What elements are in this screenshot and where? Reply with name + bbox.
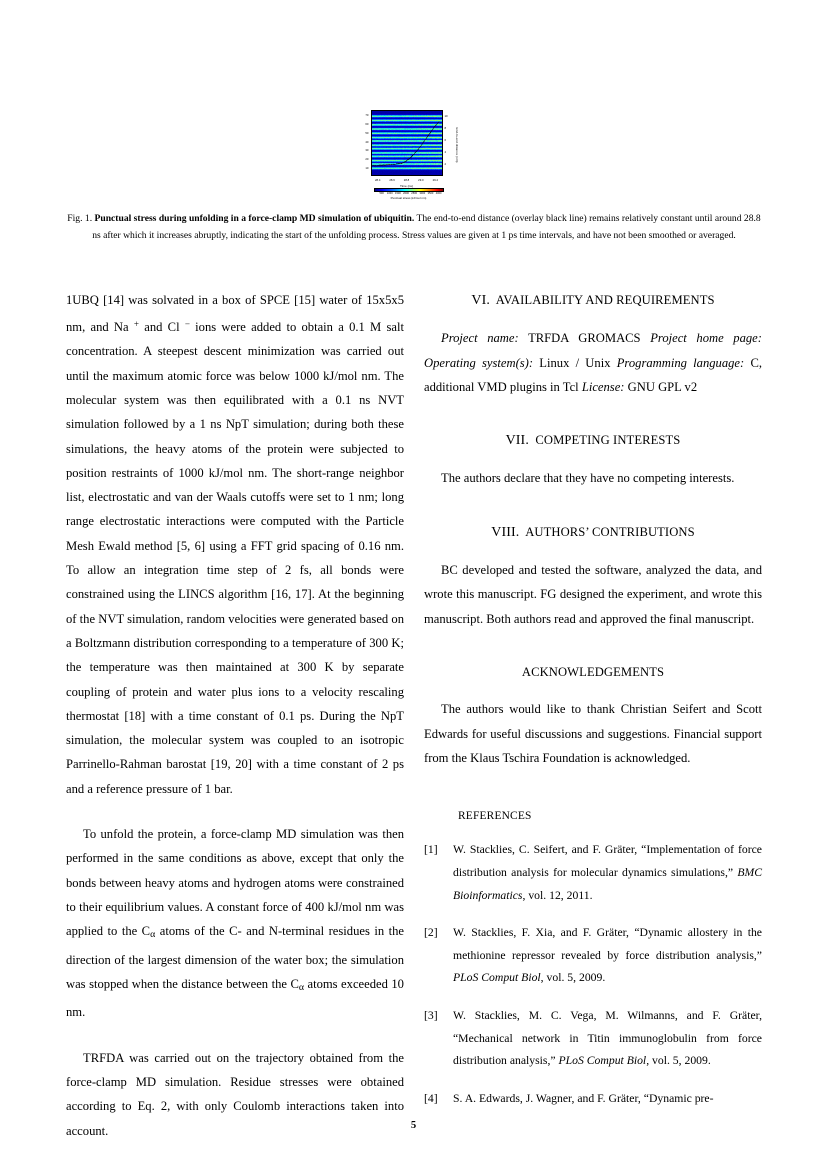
reference-item <box>424 922 762 990</box>
ref0-em-1: BMC Bioinformatics <box>453 866 762 902</box>
y-tick-label-left: 20 <box>365 157 369 162</box>
body-paragraph <box>66 822 404 1025</box>
caption-prefix: Fig. 1. <box>67 213 93 224</box>
reference-item <box>424 1088 762 1111</box>
left-p1-run-2: atoms of the C- and N-terminal residues in the direction of the largest dimension of the water box; the simulation was stopped when the distance between the C <box>66 924 404 991</box>
x-tick-label: 28.6 <box>389 178 395 182</box>
sec2-run-0: BC developed and tested the software, analyzed the data, and wrote this manuscript. FG designed the experiment, and wrote this manuscript. Both authors read and approved the final manuscript. <box>424 563 762 626</box>
ref0-run-2: , vol. 12, 2011. <box>522 888 593 902</box>
left-p1-sub-3: α <box>298 982 304 994</box>
section-heading <box>424 288 762 313</box>
colorbar-tick-label: 4000 <box>435 191 442 195</box>
ref1-run-2: , vol. 5, 2009. <box>540 971 606 985</box>
reference-item <box>424 1005 762 1073</box>
colorbar-tick-label: 1000 <box>386 191 393 195</box>
caption-body: The end-to-end distance (overlay black line) remains relatively constant until around 28.8 ns after which it increases abruptly, indicating the start of the unfolding process. Stress values are given at 1 ps time intervals, and have not been smoothed or averaged. <box>92 213 761 242</box>
section-title: AVAILABILITY AND REQUIREMENTS <box>495 293 715 307</box>
section-heading <box>424 660 762 684</box>
section-number: VIII. <box>491 524 520 540</box>
caption-bold-title: Punctual stress during unfolding in a force-clamp MD simulation of ubiquitin. <box>94 213 415 224</box>
left-p2-run-0: TRFDA was carried out on the trajectory obtained from the force-clamp MD simulation. Residue stresses were obtained according to Eq. 2, with only Coulomb interactions taken into account. <box>66 1050 404 1138</box>
y-tick-label-right: 10 <box>444 114 448 118</box>
ref2-run-0: W. Stacklies, M. C. Vega, M. Wilmanns, and F. Gräter, “Mechanical network in Titin immunoglobulin from force distribution analysis,” <box>453 1009 762 1068</box>
body-column-right <box>424 288 762 1125</box>
x-tick-label: 28.4 <box>374 178 381 182</box>
figure-caption <box>66 210 762 244</box>
sec0-em-6: Programming language: <box>616 355 745 370</box>
reference-number: [3] <box>424 1009 438 1023</box>
section-number: VII. <box>505 433 529 449</box>
y-tick-label-right: 6 <box>444 138 447 142</box>
left-p0-run-4: ions were added to obtain a 0.1 M salt concentration. A steepest descent minimization was carried out until the maximum atomic force was below 1000 kJ/mol nm. The molecular system was then equilibrated with a 0.1 ns NVT simulation followed by a 1 ns NpT simulation; during both these simulations, the heavy atoms of the protein were subjected to position restraints of 1000 kJ/mol nm. The short-range neighbor list, electrostatic and van der Waals cutoffs were set to 1 nm; long range electrostatic interactions were computed with the Particle Mesh Ewald method [5, 6] using a FFT grid spacing of 0.16 nm. To allow an integration time step of 2 fs, all bonds were constrained using the LINCS algorithm [16, 17]. At the beginning of the NVT simulation, random velocities were generated based on a Boltzmann distribution corresponding to a temperature of 300 K; the temperature was then maintained at 300 K by separate coupling of protein and water plus ions to a velocity rescaling thermostat [18] with a time constant of 0.1 ps. During the NpT simulation, the molecular system was coupled to an isotropic Parrinello-Rahman barostat [19, 20] with a time constant of 2 ps and a reference pressure of 1 bar. <box>66 320 404 796</box>
plot-y-axis-label-right: End-to-end distance (nm) <box>454 127 459 163</box>
left-p0-run-2: and Cl <box>138 320 185 335</box>
section-paragraph <box>424 558 762 631</box>
x-tick-label: 28.8 <box>403 178 410 182</box>
left-p1-run-4: atoms exceeded 10 nm. <box>66 976 404 1020</box>
left-p1-run-0: To unfold the protein, a force-clamp MD simulation was then performed in the same conditions as above, except that only the bonds between heavy atoms and hydrogen atoms were constrained to their equilibrium values. A constant force of 400 kJ/mol nm was applied to the C <box>66 827 404 939</box>
section-heading <box>424 428 762 453</box>
colorbar-ticks <box>374 192 444 196</box>
left-p0-run-0: 1UBQ [14] was solvated in a box of SPCE [15] water of 15x5x5 nm, and Na <box>66 293 404 335</box>
colorbar-tick-label: 500 <box>379 191 384 195</box>
section-paragraph <box>424 326 762 399</box>
section-heading <box>424 520 762 545</box>
body-paragraph <box>66 288 404 801</box>
sec0-em-2: Project home page: <box>650 331 762 346</box>
ref0-run-0: W. Stacklies, C. Seifert, and F. Gräter, “Implementation of force distribution analysis for molecular dynamics simulations,” <box>453 843 762 880</box>
reference-number: [1] <box>424 843 438 857</box>
page-number: 5 <box>410 1120 417 1131</box>
figure-plot-wrapper <box>354 100 474 202</box>
sec0-run-5: Linux / Unix <box>533 355 617 370</box>
y-tick-label-left: 10 <box>365 166 369 171</box>
plot-y-ticks-right <box>444 110 455 176</box>
sec0-run-1: TRFDA GROMACS <box>518 331 651 346</box>
reference-item <box>424 839 762 907</box>
plot-y-ticks-left <box>359 110 370 176</box>
plot-x-axis-label: Time (ns) <box>400 184 413 188</box>
body-column-left <box>66 288 404 1143</box>
section-paragraph <box>424 466 762 490</box>
colorbar-tick-label: 3000 <box>419 191 426 195</box>
colorbar-tick-label: 3500 <box>427 191 434 195</box>
references-heading: REFERENCES <box>458 810 532 823</box>
reference-number: [4] <box>424 1091 438 1105</box>
colorbar-tick-label: 2500 <box>411 191 418 195</box>
colorbar-tick-label: 1500 <box>395 191 401 195</box>
colorbar <box>374 188 444 200</box>
section-spacer <box>424 491 762 520</box>
y-tick-label-right: 8 <box>444 126 447 130</box>
y-tick-label-left: 30 <box>365 148 369 153</box>
sec1-run-0: The authors declare that they have no competing interests. <box>441 471 735 486</box>
section-title: ACKNOWLEDGEMENTS <box>521 664 665 679</box>
ref2-em-1: PLoS Comput Biol <box>558 1054 647 1068</box>
ref2-run-2: , vol. 5, 2009. <box>646 1054 711 1068</box>
x-tick-label: 29.0 <box>418 178 424 182</box>
y-tick-label-left: 50 <box>365 130 369 135</box>
sec0-em-8: License: <box>581 379 625 394</box>
y-tick-label-right: 4 <box>444 150 447 154</box>
stress-heatmap <box>371 110 443 176</box>
plot-x-ticks <box>371 178 443 183</box>
end-to-end-distance-overlay-line <box>372 111 442 175</box>
left-p0-sup-3: − <box>184 319 190 330</box>
y-tick-label-left: 70 <box>365 113 369 118</box>
sec0-em-4: Operating system(s): <box>424 355 534 370</box>
references-spacer <box>424 770 762 804</box>
ref1-em-1: PLoS Comput Biol <box>453 971 541 985</box>
sec0-em-0: Project name: <box>441 331 519 346</box>
x-tick-label: 29.2 <box>432 178 439 182</box>
section-paragraph <box>424 697 762 770</box>
section-number: VI. <box>471 293 490 308</box>
y-tick-label-right: 2 <box>444 162 447 166</box>
section-title: AUTHORS’ CONTRIBUTIONS <box>525 524 695 539</box>
colorbar-tick-label: 2000 <box>403 191 409 195</box>
sec3-run-0: The authors would like to thank Christian Seifert and Scott Edwards for useful discussions and suggestions. Financial support from the Klaus Tschira Foundation is acknowledged. <box>424 702 762 765</box>
left-p1-sub-1: α <box>150 929 156 941</box>
sec0-run-9: GNU GPL v2 <box>624 379 698 394</box>
colorbar-label: Punctual stress (kJ/mol nm) <box>390 195 427 200</box>
ref3-run-0: S. A. Edwards, J. Wagner, and F. Gräter, “Dynamic pre- <box>453 1091 714 1105</box>
y-tick-label-left: 40 <box>365 139 369 144</box>
section-spacer <box>424 631 762 660</box>
section-spacer <box>424 399 762 428</box>
y-tick-label-left: 60 <box>365 122 369 127</box>
reference-number: [2] <box>424 926 438 940</box>
ref1-run-0: W. Stacklies, F. Xia, and F. Gräter, “Dynamic allostery in the methionine repressor revealed by force distribution analysis,” <box>453 926 762 962</box>
sec0-run-7: C, additional VMD plugins in Tcl <box>424 355 763 394</box>
left-p0-sup-1: + <box>133 319 139 330</box>
figure-1 <box>0 100 827 207</box>
section-title: COMPETING INTERESTS <box>535 433 681 448</box>
